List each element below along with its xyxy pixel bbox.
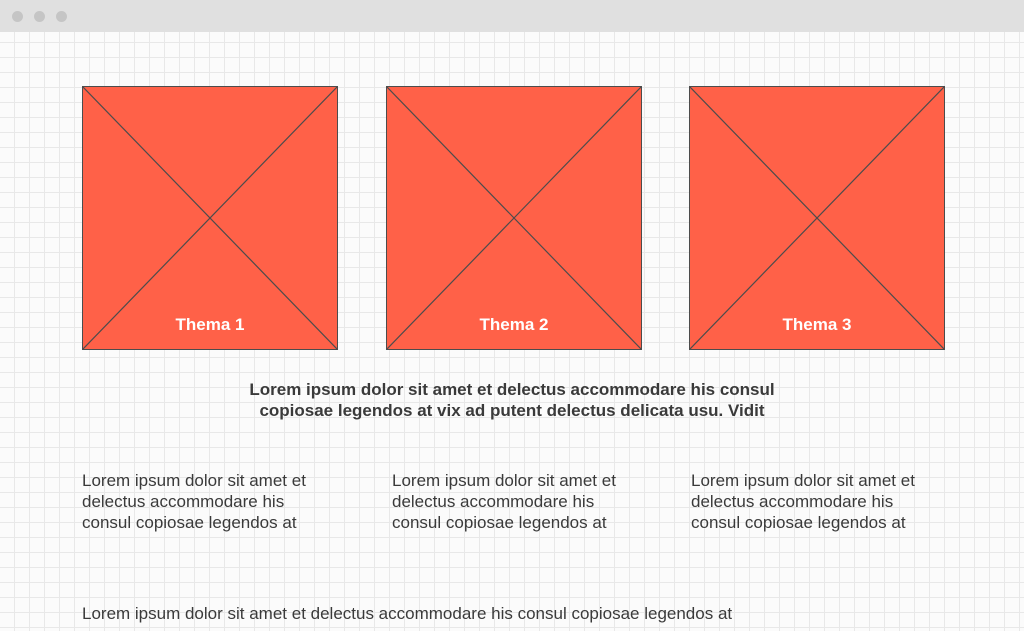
window-maximize-dot[interactable]: [56, 11, 67, 22]
column-text-1: [82, 470, 344, 533]
window-close-dot[interactable]: [12, 11, 23, 22]
intro-line: copiosae legendos at vix ad putent delectus delicata usu. Vidit: [259, 401, 765, 420]
image-placeholder-icon: [83, 87, 337, 349]
column-line: delectus accommodare his: [392, 492, 595, 511]
intro-line: Lorem ipsum dolor sit amet et delectus accommodare his consul: [249, 380, 775, 399]
window-titlebar: [0, 0, 1024, 32]
intro-text: [160, 379, 864, 421]
theme-card-label: Thema 1: [175, 315, 245, 334]
footer-text: Lorem ipsum dolor sit amet et delectus accommodare his consul copiosae legendos at: [82, 604, 733, 623]
theme-card-label: Thema 3: [782, 315, 852, 334]
column-line: Lorem ipsum dolor sit amet et: [392, 471, 616, 490]
column-line: consul copiosae legendos at: [691, 513, 906, 532]
theme-card-label: Thema 2: [479, 315, 549, 334]
column-line: delectus accommodare his: [691, 492, 894, 511]
column-text-3: [691, 470, 953, 533]
column-line: Lorem ipsum dolor sit amet et: [691, 471, 915, 490]
image-placeholder-icon: [690, 87, 944, 349]
column-line: consul copiosae legendos at: [392, 513, 607, 532]
theme-card-1[interactable]: [82, 86, 338, 350]
column-text-2: [392, 470, 654, 533]
column-line: Lorem ipsum dolor sit amet et: [82, 471, 306, 490]
column-line: delectus accommodare his: [82, 492, 285, 511]
image-placeholder-icon: [387, 87, 641, 349]
theme-card-3[interactable]: [689, 86, 945, 350]
wireframe-canvas: [0, 32, 1024, 631]
window-minimize-dot[interactable]: [34, 11, 45, 22]
theme-card-2[interactable]: [386, 86, 642, 350]
column-line: consul copiosae legendos at: [82, 513, 297, 532]
